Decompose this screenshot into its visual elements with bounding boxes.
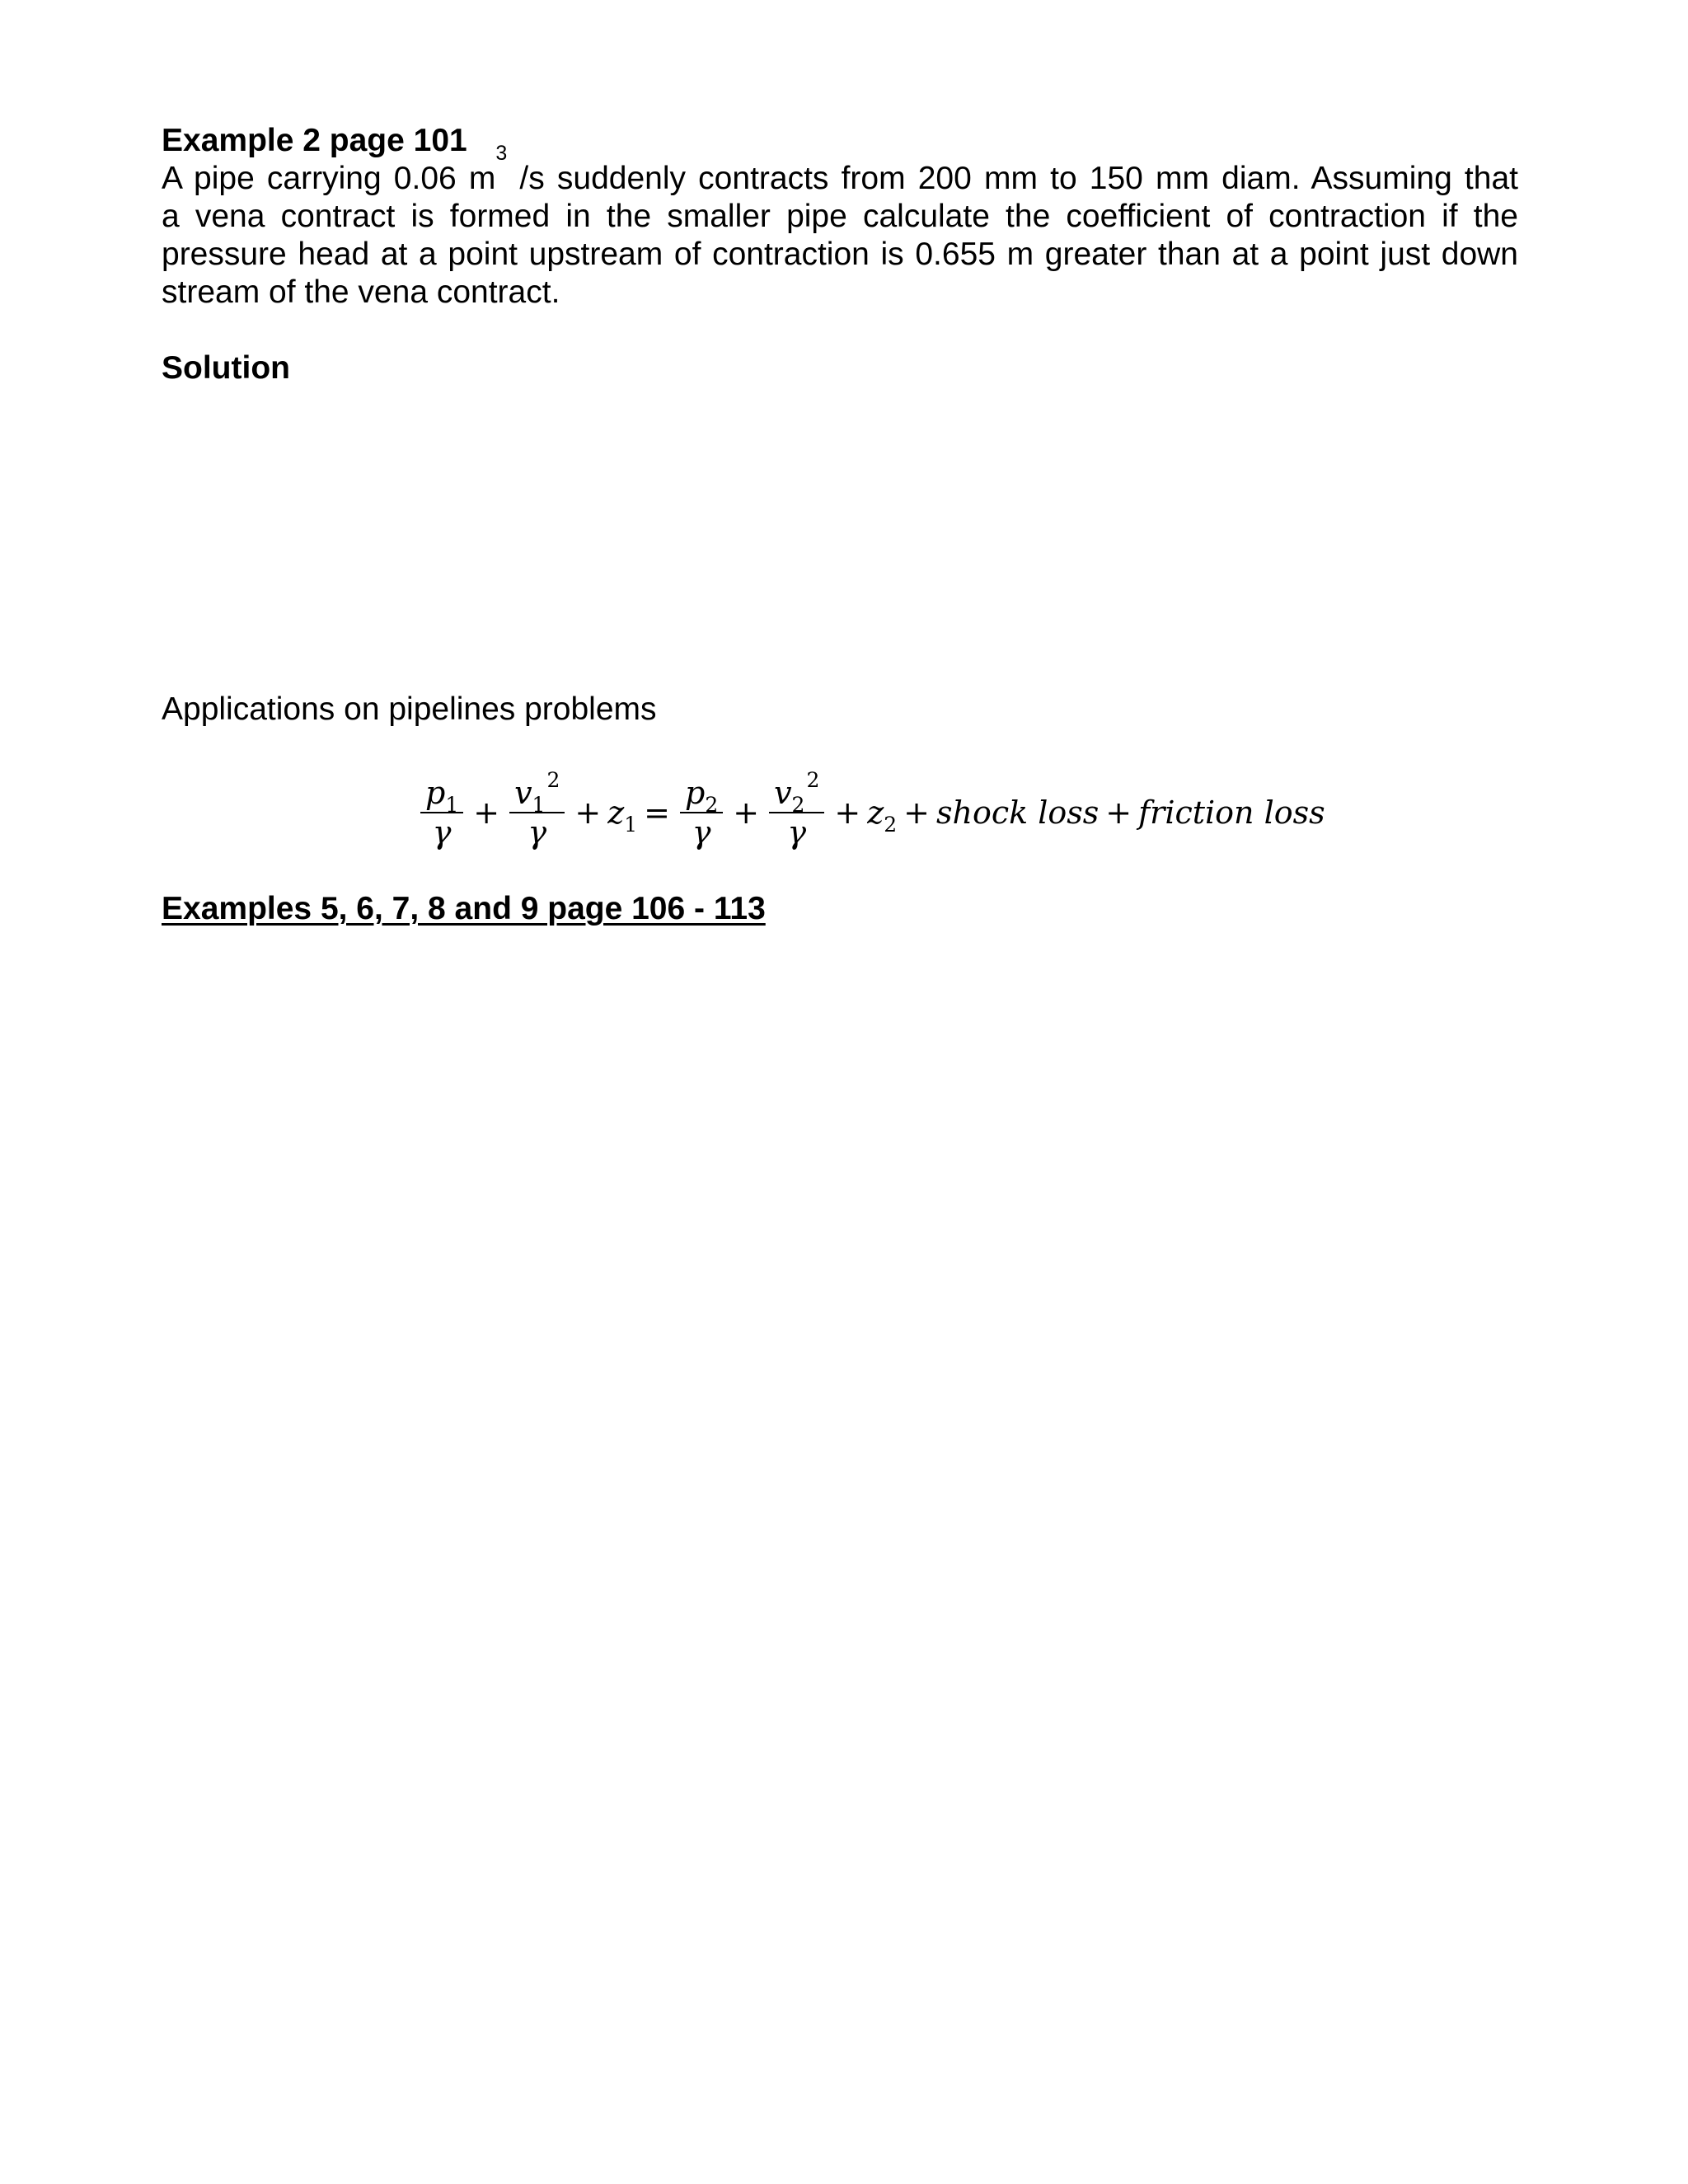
cubic-exponent: 3 bbox=[495, 142, 508, 165]
fraction-v1sq-gamma: $\frac{v_1^2}{\gamma}$ bbox=[509, 774, 565, 851]
z2-term: $z_2$ bbox=[867, 794, 898, 837]
fraction-p1-gamma: $\frac{p_1}{\gamma}$ bbox=[420, 774, 463, 851]
example-title: Example 2 page 101 bbox=[162, 123, 467, 158]
examples-reference: Examples 5, 6, 7, 8 and 9 page 106 - 113 bbox=[162, 891, 766, 926]
friction-loss-term: friction loss bbox=[1138, 794, 1325, 831]
problem-line-4: stream of the vena contract. bbox=[162, 274, 560, 310]
problem-line-2: a vena contract is formed in the smaller pipe calculate the coefficient of contraction if the bbox=[162, 199, 1518, 234]
z1-term: $z_1$ bbox=[607, 794, 638, 837]
energy-equation: $\frac{p_1}{\gamma}$ + $\frac{v_1^2}{\gamma}$ + $z_1$ = $\frac{p_2}{\gamma}$ + $\frac{v_2^2}{\gamma}$ + $z_2$ + shock loss + friction loss bbox=[417, 763, 1325, 862]
problem-line-3: pressure head at a point upstream of contraction is 0.655 m greater than at a point just down bbox=[162, 237, 1518, 272]
fraction-v2sq-gamma: $\frac{v_2^2}{\gamma}$ bbox=[769, 774, 824, 851]
fraction-p2-gamma: $\frac{p_2}{\gamma}$ bbox=[680, 774, 723, 851]
applications-text: Applications on pipelines problems bbox=[162, 691, 657, 727]
solution-title: Solution bbox=[162, 350, 290, 386]
shock-loss-term: shock loss bbox=[935, 794, 1100, 831]
problem-line-1: A pipe carrying 0.06 $m^3$ /s suddenly contracts from 200 mm to 150 mm diam. Assuming that bbox=[162, 142, 1518, 196]
example-problem-text bbox=[162, 142, 1518, 312]
